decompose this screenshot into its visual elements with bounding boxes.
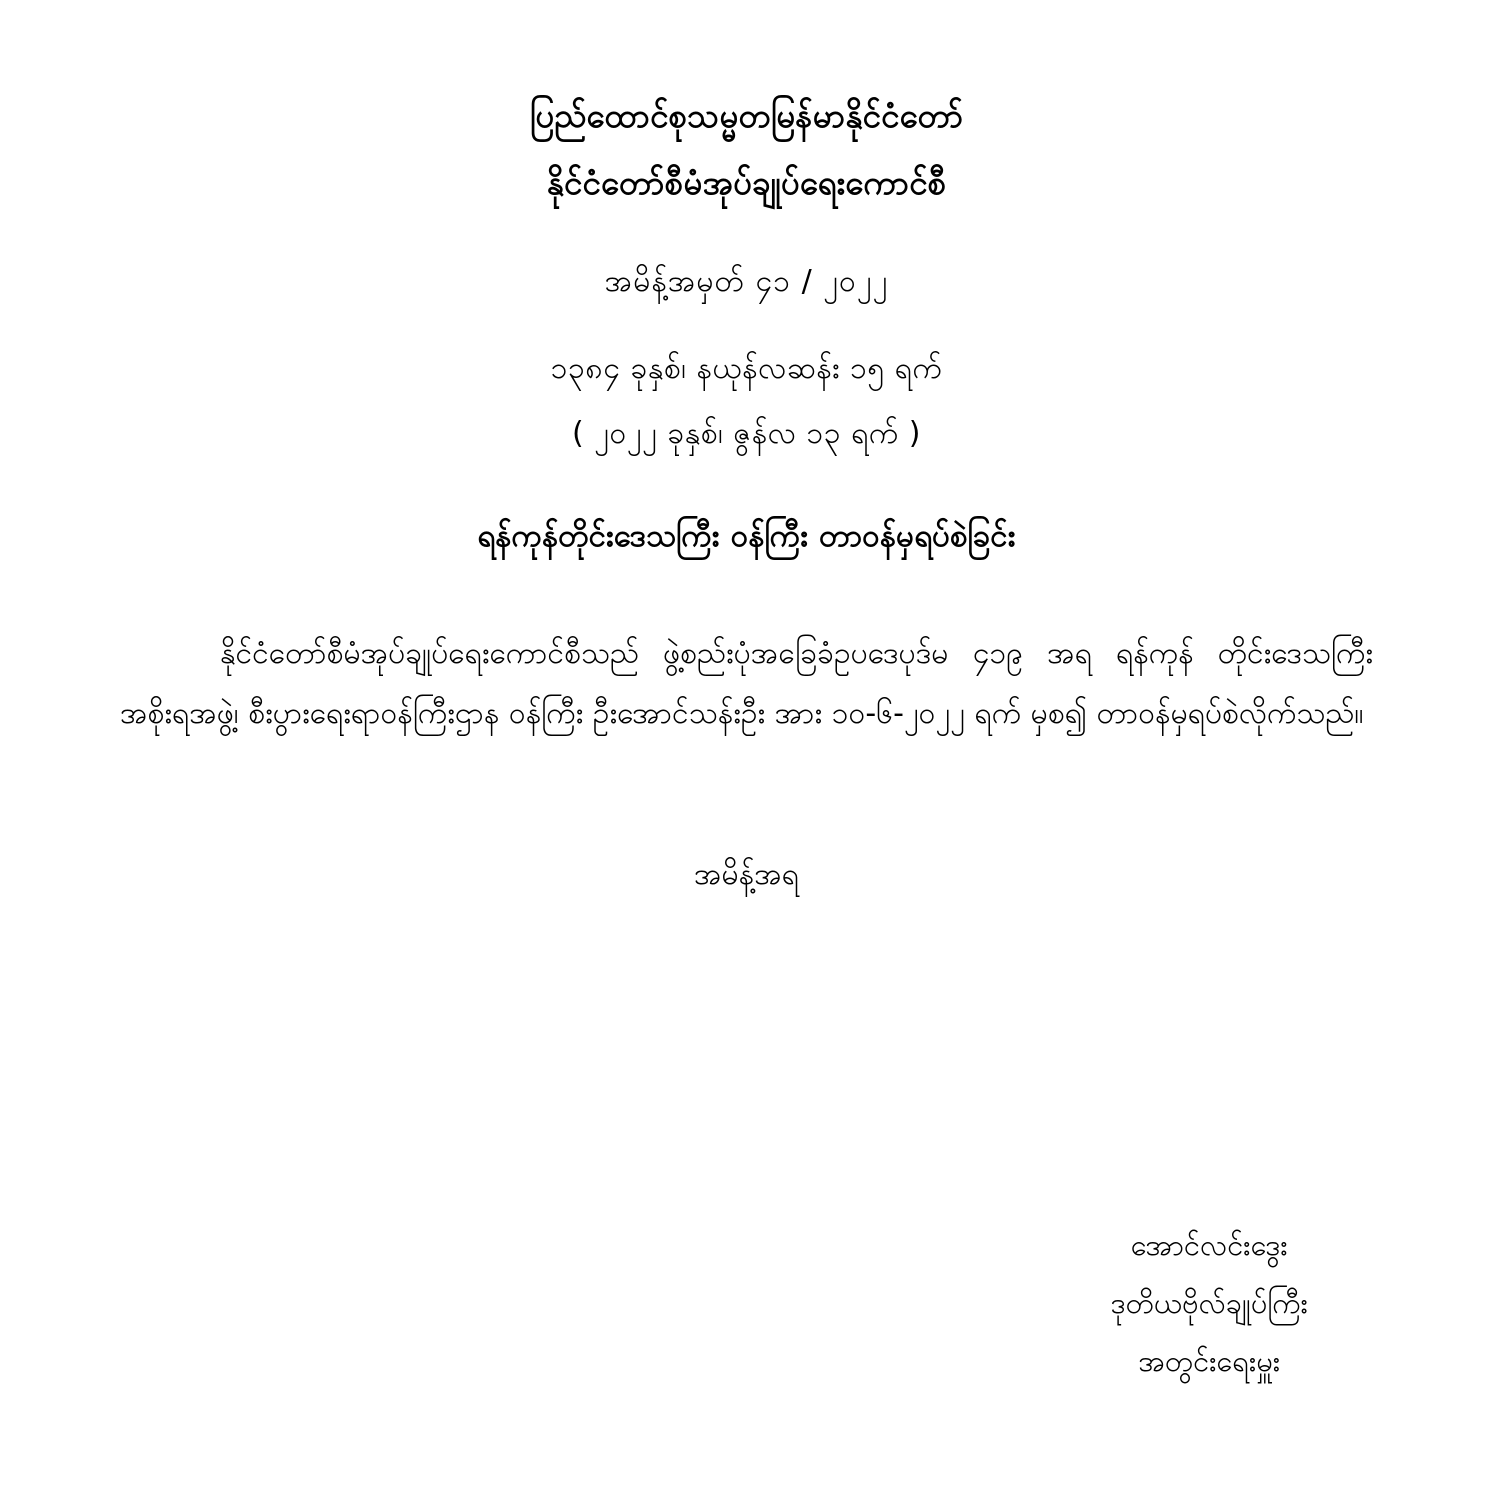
by-order-label: အမိန့်အရ: [694, 857, 799, 892]
state-title-line-2: နိုင်ငံတော်စီမံအုပ်ချုပ်ရေးကောင်စီ: [546, 163, 947, 202]
order-number: အမိန့်အမှတ် ၄၁ / ၂၀၂၂: [604, 264, 889, 299]
date-gregorian-calendar: ( ၂၀၂၂ ခုနှစ်၊ ဇွန်လ ၁၃ ရက် ): [571, 416, 922, 451]
date-myanmar-calendar: ၁၃၈၄ ခုနှစ်၊ နယုန်လဆန်း ၁၅ ရက်: [550, 351, 943, 386]
signatory-position: အတွင်းရေးမှူး: [1138, 1344, 1281, 1378]
signature-block: [1111, 1216, 1308, 1390]
signatory-rank: ဒုတိယဗိုလ်ချုပ်ကြီး: [1110, 1286, 1308, 1320]
state-title-line-1: ပြည်ထောင်စုသမ္မတမြန်မာနိုင်ငံတော်: [529, 96, 964, 135]
document-subject: ရန်ကုန်တိုင်းဒေသကြီး ဝန်ကြီး တာဝန်မှရပ်စဲခြင်း: [477, 518, 1016, 554]
signatory-name: အောင်လင်းဒွေး: [1130, 1228, 1288, 1262]
document-body-paragraph: နိုင်ငံတော်စီမံအုပ်ချုပ်ရေးကောင်စီသည် ဖွဲ့စည်းပုံအခြေခံဥပဒေပုဒ်မ ၄၁၉ အရ ရန်ကုန် တိုင်းဒေသကြီးအစိုးရအဖွဲ့၊ စီးပွားရေးရာဝန်ကြီးဌာန ဝန်ကြီး ဦးအောင်သန်းဦး အား ၁၀-၆-၂၀၂၂ ရက် မှစ၍ တာဝန်မှရပ်စဲလိုက်သည်။: [120, 636, 1373, 731]
